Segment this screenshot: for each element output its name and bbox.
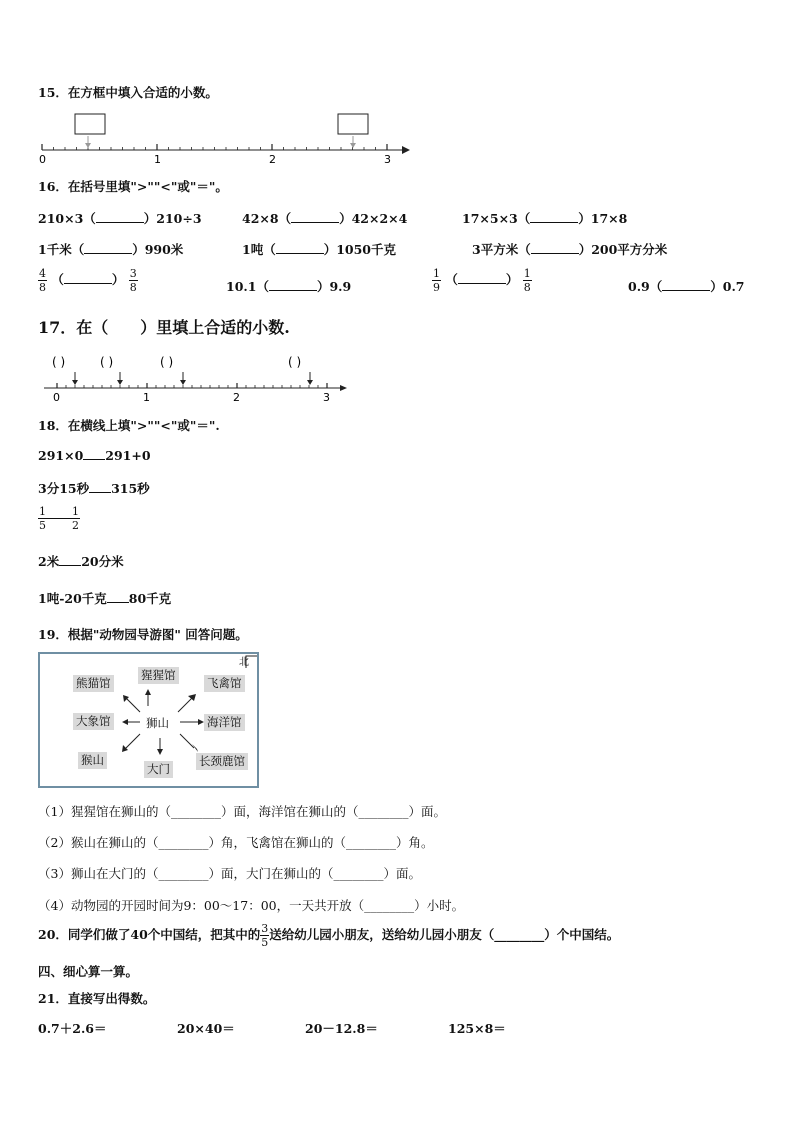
q21-item-3: 20－12.8＝ [305, 1021, 378, 1036]
q15-tick-2: 2 [269, 153, 276, 166]
q17-title: 17．在（ ）里填上合适的小数. [38, 318, 290, 337]
q20-text: 20．同学们做了40个中国结，把其中的 $\frac{3}{5}$ 送给幼儿园小朋友，送给幼儿园小朋友（________）个中国结。 [38, 922, 620, 949]
q19-sub-1: （1）猩猩馆在狮山的（________）面，海洋馆在狮山的（________）面。 [38, 804, 446, 819]
q17-tick-3: 3 [323, 391, 330, 404]
fraction-4-8: $\frac{4}{8}$ [39, 267, 46, 294]
q18-blank-4[interactable] [59, 554, 81, 566]
fraction-3-8: $\frac{3}{8}$ [129, 267, 137, 294]
map-elephant-house: 大象馆 [73, 713, 114, 730]
q16-blank-9[interactable] [458, 273, 506, 284]
north-label: 北 [239, 657, 249, 668]
map-ocean-house: 海洋馆 [204, 714, 245, 731]
fraction-1-5: $\frac{1}{5}$ [39, 505, 46, 532]
q16-item-6: 3平方米（ ）200平方分米 [472, 242, 668, 257]
q16-item-9: $\frac{1}{9}$ （ ） $\frac{1}{8}$ [433, 267, 531, 294]
q17-paren-2[interactable]: ( ) [100, 355, 114, 369]
q19-sub-3: （3）狮山在大门的（________）面，大门在狮山的（________）面。 [38, 866, 421, 881]
q18-blank-5[interactable] [107, 591, 129, 603]
q17-paren-1[interactable]: ( ) [52, 355, 66, 369]
q17-tick-0: 0 [53, 391, 60, 404]
q16-item-10: 0.9（ ）0.7 [628, 279, 745, 294]
q16-item-3: 17×5×3（ ）17×8 [462, 211, 628, 226]
q21-title: 21．直接写出得数。 [38, 991, 156, 1006]
fraction-1-9: $\frac{1}{9}$ [433, 267, 440, 294]
q21-item-1: 0.7＋2.6＝ [38, 1021, 107, 1036]
map-bird-house: 飞禽馆 [204, 675, 245, 692]
q15-answer-box-1[interactable] [75, 114, 105, 134]
q15-title: 15．在方框中填入合适的小数。 [38, 85, 218, 100]
q18-item-5: 1吨-20千克 80千克 [38, 591, 172, 606]
q16-blank-4[interactable] [84, 243, 132, 254]
q19-sub-2: （2）猴山在狮山的（________）角，飞禽馆在狮山的（________）角。 [38, 835, 434, 850]
map-panda-house: 熊猫馆 [73, 675, 114, 692]
q16-blank-10[interactable] [662, 280, 710, 291]
map-giraffe-house: 长颈鹿馆 [196, 753, 248, 770]
q18-item-3 [38, 505, 80, 532]
map-orangutan-house: 猩猩馆 [138, 667, 179, 684]
q16-item-2: 42×8（ ）42×2×4 [242, 211, 408, 226]
q21-item-2: 20×40＝ [177, 1021, 235, 1036]
q18-item-2: 3分15秒 315秒 [38, 481, 150, 496]
q19-sub-4: （4）动物园的开园时间为9：00～17：00，一天共开放（________）小时。 [38, 898, 465, 913]
q16-blank-5[interactable] [276, 243, 324, 254]
q18-title: 18．在横线上填">""<"或"＝". [38, 418, 220, 433]
q16-item-4: 1千米（ ）990米 [38, 242, 184, 257]
q16-blank-6[interactable] [531, 243, 579, 254]
map-monkey-hill: 猴山 [78, 752, 107, 769]
q15-tick-1: 1 [154, 153, 161, 166]
q17-tick-1: 1 [143, 391, 150, 404]
q17-tick-2: 2 [233, 391, 240, 404]
map-main-gate: 大门 [144, 761, 173, 778]
q17-number-line [40, 350, 350, 406]
q16-blank-3[interactable] [530, 212, 578, 223]
q21-item-4: 125×8＝ [448, 1021, 506, 1036]
q18-item-1: 291×0 291+0 [38, 448, 151, 463]
q17-paren-3[interactable]: ( ) [160, 355, 174, 369]
q18-blank-2[interactable] [89, 481, 111, 493]
q16-blank-7[interactable] [64, 273, 112, 284]
q18-blank-1[interactable] [83, 448, 105, 460]
fraction-1-2: $\frac{1}{2}$ [72, 505, 79, 532]
q16-item-8: 10.1（ ）9.9 [226, 279, 352, 294]
q15-tick-3: 3 [384, 153, 391, 166]
q15-tick-0: 0 [39, 153, 46, 166]
q15-number-line [30, 108, 410, 166]
q16-item-7: $\frac{4}{8}$ （ ） $\frac{3}{8}$ [39, 267, 137, 294]
q18-blank-3[interactable] [47, 518, 71, 519]
section-4-title: 四、细心算一算。 [38, 964, 139, 979]
zoo-map [38, 652, 259, 788]
fraction-3-5: $\frac{3}{5}$ [261, 922, 269, 949]
q19-title: 19．根据"动物园导游图" 回答问题。 [38, 627, 248, 642]
map-lion-hill: 狮山 [146, 716, 169, 730]
q16-title: 16．在括号里填">""<"或"＝"。 [38, 179, 228, 194]
q17-paren-4[interactable]: ( ) [288, 355, 302, 369]
q16-blank-8[interactable] [269, 280, 317, 291]
q16-item-5: 1吨（ ）1050千克 [242, 242, 396, 257]
q18-item-4: 2米 20分米 [38, 554, 124, 569]
q16-blank-2[interactable] [291, 212, 339, 223]
q16-blank-1[interactable] [96, 212, 144, 223]
q16-item-1: 210×3（ ）210÷3 [38, 211, 202, 226]
q15-answer-box-2[interactable] [338, 114, 368, 134]
fraction-1-8: $\frac{1}{8}$ [523, 267, 531, 294]
